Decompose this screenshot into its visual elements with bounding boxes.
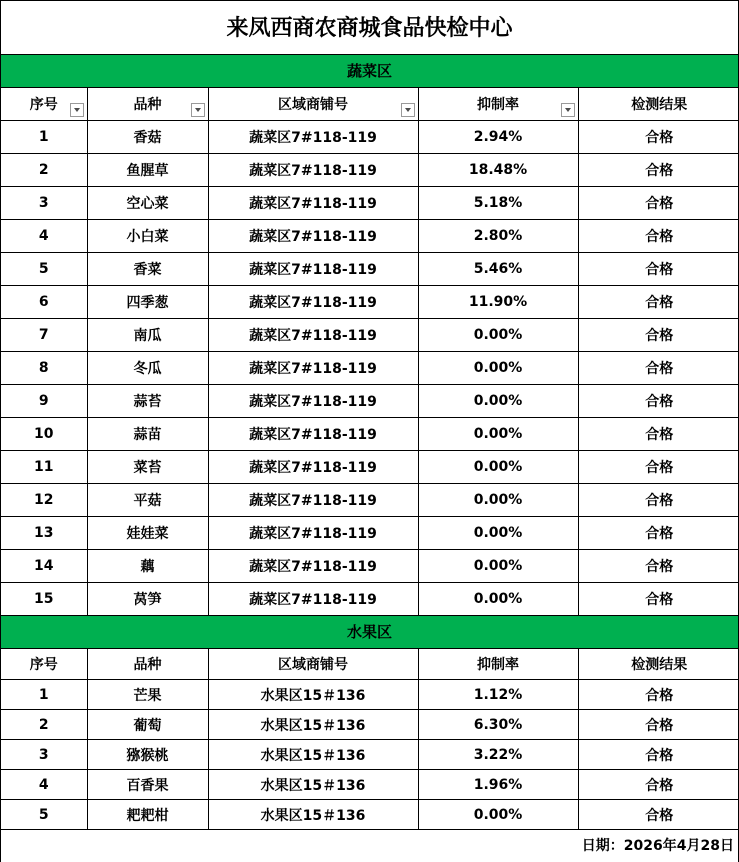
column-header-variety: 品种: [87, 649, 208, 680]
cell-variety: 菜苔: [87, 450, 208, 483]
table-row: [1, 516, 739, 549]
cell-index: 8: [1, 351, 87, 384]
cell-stall: 水果区15＃136: [208, 740, 418, 770]
column-header-stall: 区域商铺号: [208, 649, 418, 680]
table-row: [1, 351, 739, 384]
table-row: [1, 800, 739, 830]
cell-inhibition-rate: 1.12%: [418, 680, 578, 710]
vegetable-table: [1, 88, 739, 616]
column-header-result: 检测结果: [578, 88, 739, 120]
cell-stall: 蔬菜区7#118-119: [208, 252, 418, 285]
cell-variety: 猕猴桃: [87, 740, 208, 770]
filter-dropdown-icon[interactable]: [70, 103, 84, 117]
cell-inhibition-rate: 0.00%: [418, 384, 578, 417]
cell-variety: 南瓜: [87, 318, 208, 351]
cell-inhibition-rate: 6.30%: [418, 710, 578, 740]
cell-inhibition-rate: 5.46%: [418, 252, 578, 285]
cell-variety: 空心菜: [87, 186, 208, 219]
cell-variety: 蒜苔: [87, 384, 208, 417]
filter-dropdown-icon[interactable]: [561, 103, 575, 117]
cell-index: 4: [1, 219, 87, 252]
cell-result: 合格: [578, 384, 739, 417]
cell-result: 合格: [578, 351, 739, 384]
cell-stall: 蔬菜区7#118-119: [208, 318, 418, 351]
cell-index: 4: [1, 770, 87, 800]
cell-inhibition-rate: 0.00%: [418, 516, 578, 549]
cell-inhibition-rate: 0.00%: [418, 549, 578, 582]
section-header-vegetables: 蔬菜区: [1, 55, 738, 88]
cell-result: 合格: [578, 450, 739, 483]
cell-inhibition-rate: 0.00%: [418, 582, 578, 615]
cell-variety: 小白菜: [87, 219, 208, 252]
cell-index: 2: [1, 710, 87, 740]
cell-result: 合格: [578, 516, 739, 549]
column-header-index: 序号: [1, 649, 87, 680]
cell-index: 3: [1, 186, 87, 219]
table-row: [1, 219, 739, 252]
cell-variety: 蒜苗: [87, 417, 208, 450]
cell-index: 6: [1, 285, 87, 318]
cell-inhibition-rate: 3.22%: [418, 740, 578, 770]
cell-result: 合格: [578, 285, 739, 318]
cell-inhibition-rate: 18.48%: [418, 153, 578, 186]
cell-result: 合格: [578, 740, 739, 770]
cell-result: 合格: [578, 582, 739, 615]
cell-index: 1: [1, 120, 87, 153]
cell-index: 5: [1, 252, 87, 285]
cell-variety: 平菇: [87, 483, 208, 516]
cell-stall: 蔬菜区7#118-119: [208, 351, 418, 384]
cell-inhibition-rate: 1.96%: [418, 770, 578, 800]
cell-stall: 水果区15＃136: [208, 710, 418, 740]
cell-stall: 蔬菜区7#118-119: [208, 582, 418, 615]
cell-index: 11: [1, 450, 87, 483]
cell-variety: 耙耙柑: [87, 800, 208, 830]
fruit-table: [1, 649, 739, 831]
cell-index: 2: [1, 153, 87, 186]
report-date: 日期：2026年4月28日: [1, 830, 738, 862]
cell-result: 合格: [578, 252, 739, 285]
cell-stall: 蔬菜区7#118-119: [208, 186, 418, 219]
cell-result: 合格: [578, 120, 739, 153]
cell-stall: 蔬菜区7#118-119: [208, 450, 418, 483]
cell-inhibition-rate: 0.00%: [418, 483, 578, 516]
cell-variety: 娃娃菜: [87, 516, 208, 549]
table-row: [1, 680, 739, 710]
column-header-index: 序号: [1, 88, 87, 120]
section-header-fruits: 水果区: [1, 616, 738, 649]
table-row: [1, 186, 739, 219]
column-header-stall: 区域商铺号: [208, 88, 418, 120]
table-row: [1, 252, 739, 285]
table-row: [1, 549, 739, 582]
cell-variety: 四季葱: [87, 285, 208, 318]
column-header-inhibition: 抑制率: [418, 88, 578, 120]
cell-stall: 蔬菜区7#118-119: [208, 384, 418, 417]
table-row: [1, 450, 739, 483]
cell-index: 7: [1, 318, 87, 351]
table-header-row: [1, 649, 739, 680]
cell-inhibition-rate: 2.94%: [418, 120, 578, 153]
cell-inhibition-rate: 11.90%: [418, 285, 578, 318]
table-row: [1, 483, 739, 516]
cell-inhibition-rate: 0.00%: [418, 800, 578, 830]
cell-stall: 水果区15＃136: [208, 770, 418, 800]
cell-result: 合格: [578, 770, 739, 800]
cell-inhibition-rate: 0.00%: [418, 351, 578, 384]
cell-variety: 莴笋: [87, 582, 208, 615]
cell-variety: 芒果: [87, 680, 208, 710]
table-row: [1, 740, 739, 770]
cell-variety: 香菜: [87, 252, 208, 285]
cell-stall: 蔬菜区7#118-119: [208, 549, 418, 582]
cell-inhibition-rate: 2.80%: [418, 219, 578, 252]
cell-index: 10: [1, 417, 87, 450]
table-row: [1, 710, 739, 740]
filter-dropdown-icon[interactable]: [401, 103, 415, 117]
cell-variety: 百香果: [87, 770, 208, 800]
cell-stall: 水果区15＃136: [208, 680, 418, 710]
filter-dropdown-icon[interactable]: [191, 103, 205, 117]
cell-inhibition-rate: 0.00%: [418, 417, 578, 450]
cell-result: 合格: [578, 710, 739, 740]
cell-stall: 蔬菜区7#118-119: [208, 153, 418, 186]
table-header-row: [1, 88, 739, 120]
cell-inhibition-rate: 5.18%: [418, 186, 578, 219]
table-row: [1, 285, 739, 318]
cell-stall: 蔬菜区7#118-119: [208, 219, 418, 252]
cell-result: 合格: [578, 417, 739, 450]
cell-index: 12: [1, 483, 87, 516]
cell-variety: 冬瓜: [87, 351, 208, 384]
cell-variety: 香菇: [87, 120, 208, 153]
column-header-inhibition: 抑制率: [418, 649, 578, 680]
table-row: [1, 120, 739, 153]
cell-stall: 蔬菜区7#118-119: [208, 483, 418, 516]
cell-result: 合格: [578, 186, 739, 219]
cell-result: 合格: [578, 318, 739, 351]
cell-result: 合格: [578, 549, 739, 582]
cell-inhibition-rate: 0.00%: [418, 450, 578, 483]
cell-index: 1: [1, 680, 87, 710]
table-row: [1, 770, 739, 800]
cell-index: 9: [1, 384, 87, 417]
cell-result: 合格: [578, 680, 739, 710]
cell-inhibition-rate: 0.00%: [418, 318, 578, 351]
page-title: 来凤西商农商城食品快检中心: [1, 0, 738, 55]
cell-index: 13: [1, 516, 87, 549]
cell-stall: 水果区15＃136: [208, 800, 418, 830]
cell-stall: 蔬菜区7#118-119: [208, 417, 418, 450]
cell-result: 合格: [578, 153, 739, 186]
table-row: [1, 582, 739, 615]
table-row: [1, 318, 739, 351]
cell-variety: 葡萄: [87, 710, 208, 740]
table-row: [1, 153, 739, 186]
cell-result: 合格: [578, 219, 739, 252]
table-row: [1, 417, 739, 450]
cell-result: 合格: [578, 800, 739, 830]
column-header-result: 检测结果: [578, 649, 739, 680]
cell-index: 14: [1, 549, 87, 582]
cell-result: 合格: [578, 483, 739, 516]
cell-index: 3: [1, 740, 87, 770]
table-row: [1, 384, 739, 417]
cell-stall: 蔬菜区7#118-119: [208, 120, 418, 153]
cell-stall: 蔬菜区7#118-119: [208, 285, 418, 318]
column-header-variety: 品种: [87, 88, 208, 120]
cell-variety: 鱼腥草: [87, 153, 208, 186]
cell-variety: 藕: [87, 549, 208, 582]
cell-index: 15: [1, 582, 87, 615]
cell-stall: 蔬菜区7#118-119: [208, 516, 418, 549]
cell-index: 5: [1, 800, 87, 830]
